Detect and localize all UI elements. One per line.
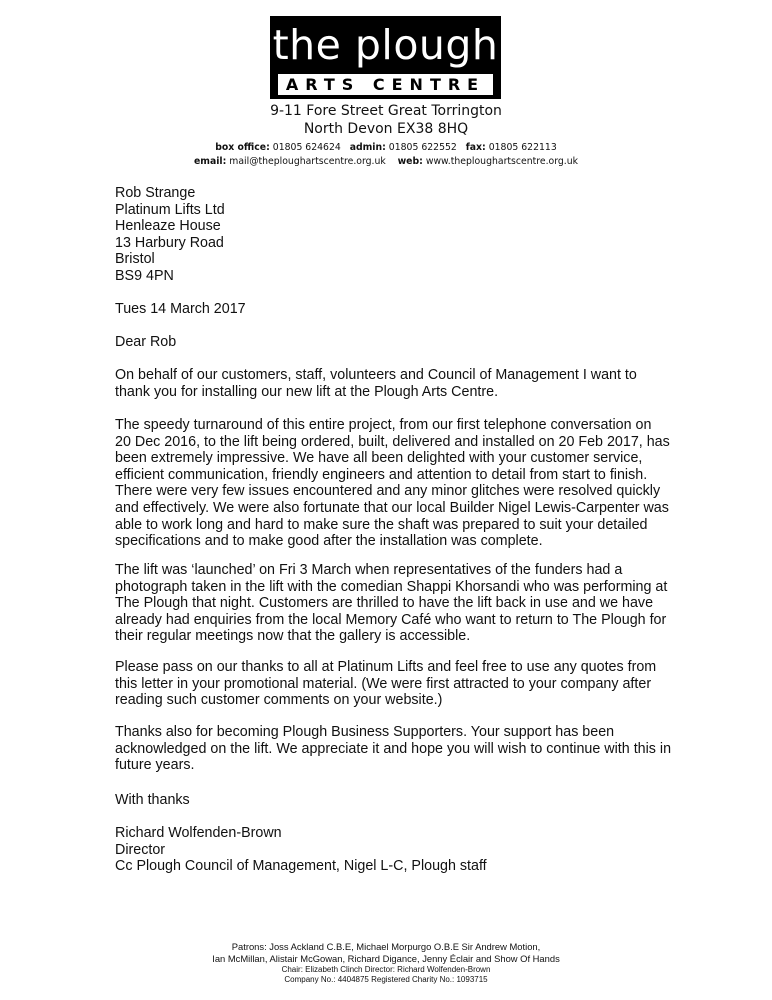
fax-label: fax: (465, 142, 486, 153)
recipient-name: Rob Strange (115, 185, 196, 201)
box-office-number: 01805 624624 (272, 142, 341, 153)
web-label: web: (397, 156, 423, 167)
letter-footer (136, 941, 636, 985)
paragraph-line: Please pass on our thanks to all at Platinum Lifts and feel free to use any quotes from (115, 659, 657, 675)
closing: With thanks (115, 792, 190, 808)
letterhead-phone-line (100, 141, 672, 154)
letterhead-address-line1: 9-11 Fore Street Great Torrington (270, 103, 502, 119)
body-paragraph-5 (115, 724, 675, 774)
letter-date: Tues 14 March 2017 (115, 301, 246, 317)
body-paragraph-1 (115, 367, 675, 400)
cc-line: Cc Plough Council of Management, Nigel L-C, Plough staff (115, 858, 487, 875)
admin-label: admin: (349, 142, 386, 153)
recipient-street: 13 Harbury Road (115, 234, 224, 251)
paragraph-line: 20 Dec 2016, to the lift being ordered, built, delivered and installed on 20 Feb 2017, has (115, 433, 670, 450)
paragraph-line: photograph taken in the lift with the comedian Shappi Khorsandi who was performing at (115, 578, 668, 595)
recipient-postcode: BS9 4PN (115, 267, 174, 284)
footer-patrons-line2: Ian McMillan, Alistair McGowan, Richard Digance, Jenny Éclair and Show Of Hands (212, 953, 560, 964)
body-paragraph-3 (115, 562, 675, 645)
web-address: www.theploughartscentre.org.uk (425, 156, 579, 167)
footer-chair-line: Chair: Elizabeth Clinch Director: Richard Wolfenden-Brown (281, 965, 491, 974)
body-paragraph-4 (115, 659, 675, 709)
recipient-address (115, 185, 675, 285)
paragraph-line: future years. (115, 757, 195, 774)
paragraph-line: Thanks also for becoming Plough Business Supporters. Your support has been (115, 724, 615, 740)
logo-wordmark: the plough (272, 21, 499, 69)
salutation: Dear Rob (115, 334, 177, 350)
letterhead-email-web-line (100, 155, 672, 168)
recipient-building: Henleaze House (115, 218, 221, 235)
paragraph-line: thank you for installing our new lift at the Plough Arts Centre. (115, 383, 499, 400)
letterhead-address-line2: North Devon EX38 8HQ (303, 121, 469, 137)
paragraph-line: been extremely impressive. We have all been delighted with your customer service, (115, 450, 643, 467)
paragraph-line: and effectively. We were also fortunate that our local Builder Nigel Lewis-Carpenter was (115, 499, 669, 516)
box-office-label: box office: (215, 142, 270, 153)
body-paragraph-2 (115, 417, 675, 550)
paragraph-line: specifications and to make good after the installation was complete. (115, 533, 543, 550)
email-label: email: (193, 156, 227, 167)
paragraph-line: There were very few issues encountered and any minor glitches were resolved quickly (115, 483, 661, 500)
signatory-name: Richard Wolfenden-Brown (115, 825, 282, 841)
signatory-title: Director (115, 841, 166, 858)
recipient-company: Platinum Lifts Ltd (115, 201, 225, 218)
paragraph-line: acknowledged on the lift. We appreciate it and hope you will wish to continue with this in (115, 740, 672, 757)
paragraph-line: this letter in your promotional material. (We were first attracted to your company after (115, 675, 652, 692)
recipient-city: Bristol (115, 251, 155, 268)
fax-number: 01805 622113 (488, 142, 557, 153)
paragraph-line: their regular meetings now that the gallery is accessible. (115, 628, 471, 645)
plough-logo (270, 16, 501, 99)
paragraph-line: The lift was ‘launched’ on Fri 3 March when representatives of the funders had a (115, 562, 623, 578)
signature-block (115, 825, 675, 875)
email-address: mail@theploughartscentre.org.uk (229, 156, 386, 167)
paragraph-line: On behalf of our customers, staff, volunteers and Council of Management I want to (115, 367, 637, 383)
paragraph-line: The Plough that night. Customers are thrilled to have the lift back in use and we have (115, 595, 654, 612)
paragraph-line: reading such customer comments on your website.) (115, 692, 443, 709)
logo-subtitle: ARTS CENTRE (278, 74, 493, 95)
paragraph-line: able to work long and hard to make sure the shaft was prepared to suit your detailed (115, 516, 648, 533)
footer-patrons-line1: Patrons: Joss Ackland C.B.E, Michael Morpurgo O.B.E Sir Andrew Motion, (231, 941, 541, 952)
admin-number: 01805 622552 (388, 142, 457, 153)
paragraph-line: already had enquiries from the local Memory Café who want to return to The Plough for (115, 611, 667, 628)
paragraph-line: The speedy turnaround of this entire project, from our first telephone conversation on (115, 417, 652, 433)
paragraph-line: efficient communication, friendly engineers and attention to detail from start to finish. (115, 466, 648, 483)
footer-company-line: Company No.: 4404875 Registered Charity No.: 1093715 (284, 975, 488, 984)
